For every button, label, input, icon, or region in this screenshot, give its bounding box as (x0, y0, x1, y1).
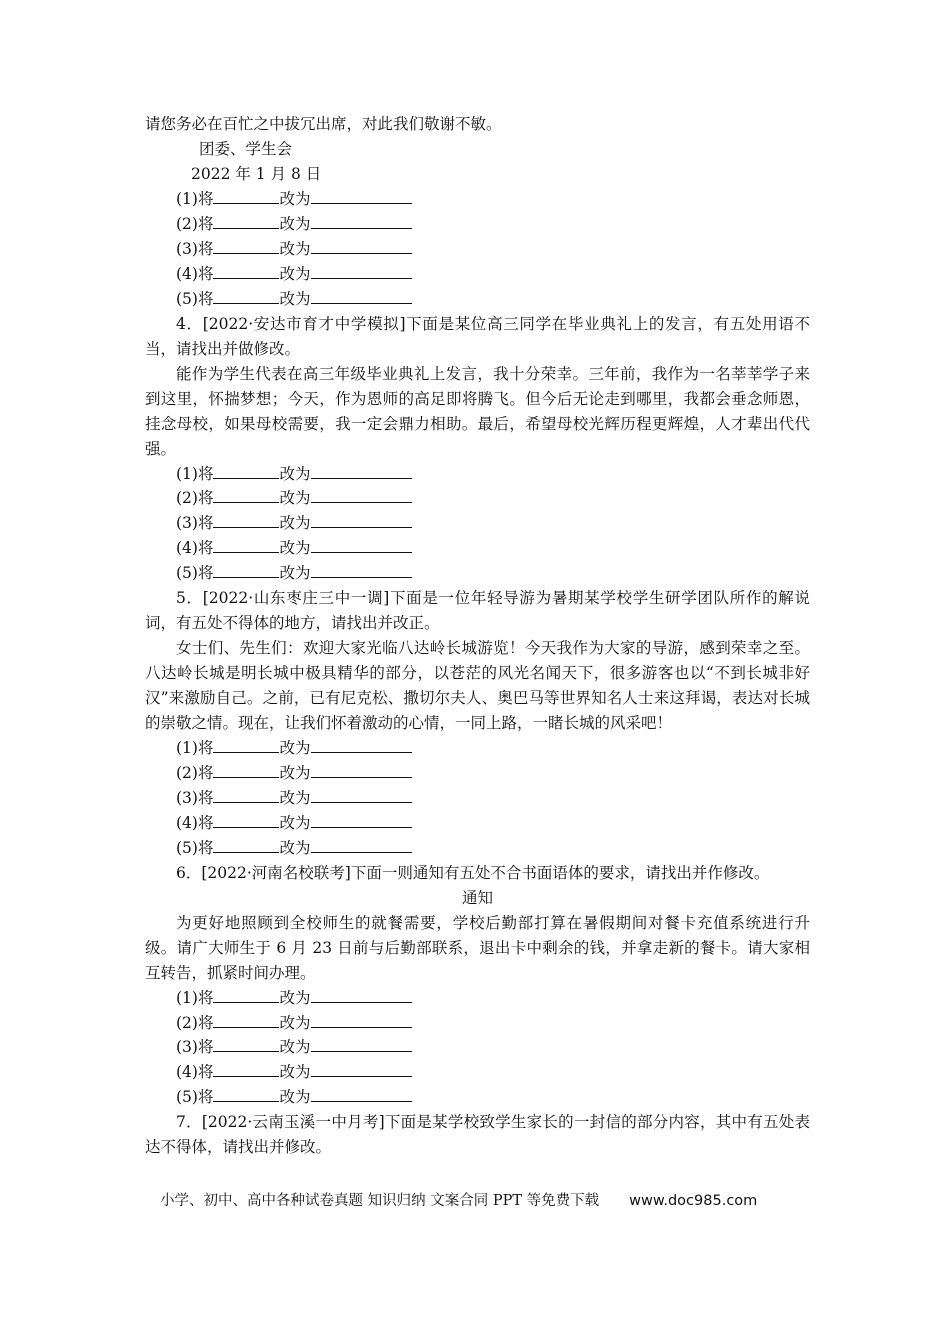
blank-original[interactable] (213, 1013, 279, 1028)
q4-stem: 4．[2022·安达市育才中学模拟]下面是某位高三同学在毕业典礼上的发言，有五处用语不当，请找出并做修改。 (145, 314, 810, 358)
answer-line: (3)将 改为 (145, 1035, 810, 1060)
blank-revised[interactable] (311, 488, 412, 503)
page-footer (160, 1191, 800, 1211)
blank-revised[interactable] (311, 214, 412, 229)
blank-revised[interactable] (311, 1087, 412, 1102)
blank-revised[interactable] (311, 189, 412, 204)
blank-revised[interactable] (311, 239, 412, 254)
answer-line: (1)将 改为 (145, 462, 810, 487)
blank-original[interactable] (213, 738, 279, 753)
blank-original[interactable] (213, 239, 279, 254)
q6-stem: 6．[2022·河南名校联考]下面一则通知有五处不合书面语体的要求，请找出并作修改。 (176, 863, 770, 882)
blank-revised[interactable] (311, 464, 412, 479)
answer-line: (1)将 改为 (145, 736, 810, 761)
answer-line: (3)将 改为 (145, 237, 810, 262)
blank-original[interactable] (213, 538, 279, 553)
signature-date: 2022 年 1 月 8 日 (191, 165, 322, 183)
answer-line: (2)将 改为 (145, 1011, 810, 1036)
blank-original[interactable] (213, 763, 279, 778)
answer-line: (2)将 改为 (145, 761, 810, 786)
blank-revised[interactable] (311, 538, 412, 553)
blank-original[interactable] (213, 289, 279, 304)
blank-revised[interactable] (311, 513, 412, 528)
answer-line: (5)将 改为 (145, 561, 810, 586)
blank-original[interactable] (213, 1037, 279, 1052)
blank-original[interactable] (213, 563, 279, 578)
blank-revised[interactable] (311, 264, 412, 279)
blank-original[interactable] (213, 513, 279, 528)
q3-answer-blanks (145, 187, 810, 312)
blank-revised[interactable] (311, 838, 412, 853)
blank-original[interactable] (213, 1087, 279, 1102)
blank-original[interactable] (213, 988, 279, 1003)
blank-revised[interactable] (311, 563, 412, 578)
blank-original[interactable] (213, 788, 279, 803)
q5-answer-blanks (145, 736, 810, 861)
signature-org: 团委、学生会 (199, 140, 293, 158)
answer-line: (2)将 改为 (145, 212, 810, 237)
answer-line: (4)将 改为 (145, 536, 810, 561)
blank-revised[interactable] (311, 763, 412, 778)
blank-original[interactable] (213, 1062, 279, 1077)
answer-line: (1)将 改为 (145, 986, 810, 1011)
blank-revised[interactable] (311, 738, 412, 753)
answer-line: (3)将 改为 (145, 786, 810, 811)
q7-stem: 7．[2022·云南玉溪一中月考]下面是某学校致学生家长的一封信的部分内容，其中有五处表达不得体，请找出并修改。 (145, 1113, 810, 1157)
answer-line: (2)将 改为 (145, 486, 810, 511)
blank-revised[interactable] (311, 813, 412, 828)
blank-original[interactable] (213, 838, 279, 853)
blank-revised[interactable] (311, 1037, 412, 1052)
blank-original[interactable] (213, 189, 279, 204)
footer-url[interactable]: www.doc985.com (629, 1193, 758, 1209)
q4-passage: 能作为学生代表在高三年级毕业典礼上发言，我十分荣幸。三年前，我作为一名莘莘学子来到这里，怀揣梦想；今天，作为恩师的高足即将腾飞。但今后无论走到哪里，我都会垂念师恩，挂念母校，如果母校需要，我一定会鼎力相助。最后，希望母校光辉历程更辉煌，人才辈出代代强。 (145, 364, 810, 458)
footer-text: 小学、初中、高中各种试卷真题 知识归纳 文案合同 PPT 等免费下载 (160, 1193, 600, 1209)
blank-original[interactable] (213, 488, 279, 503)
q5-stem: 5．[2022·山东枣庄三中一调]下面是一位年轻导游为暑期某学校学生研学团队所作的解说词，有五处不得体的地方，请找出并改正。 (145, 589, 810, 633)
answer-line: (4)将 改为 (145, 1060, 810, 1085)
answer-line: (5)将 改为 (145, 287, 810, 312)
document-body (145, 112, 810, 1160)
answer-line: (4)将 改为 (145, 811, 810, 836)
blank-revised[interactable] (311, 289, 412, 304)
answer-line: (1)将 改为 (145, 187, 810, 212)
blank-original[interactable] (213, 813, 279, 828)
blank-revised[interactable] (311, 988, 412, 1003)
blank-original[interactable] (213, 464, 279, 479)
answer-line: (5)将 改为 (145, 1085, 810, 1110)
blank-revised[interactable] (311, 1013, 412, 1028)
q6-passage: 为更好地照顾到全校师生的就餐需要，学校后勤部打算在暑假期间对餐卡充值系统进行升级。请广大师生于 6 月 23 日前与后勤部联系，退出卡中剩余的钱，并拿走新的餐卡。请大家相互转告，抓紧时间办理。 (145, 913, 810, 982)
answer-line: (5)将 改为 (145, 836, 810, 861)
blank-revised[interactable] (311, 1062, 412, 1077)
q6-notice-title: 通知 (461, 888, 493, 907)
q4-answer-blanks (145, 462, 810, 587)
answer-line: (4)将 改为 (145, 262, 810, 287)
blank-original[interactable] (213, 264, 279, 279)
letter-closing-line: 请您务必在百忙之中拔冗出席，对此我们敬谢不敏。 (145, 115, 502, 133)
q6-answer-blanks (145, 986, 810, 1111)
answer-line: (3)将 改为 (145, 511, 810, 536)
q5-passage: 女士们、先生们：欢迎大家光临八达岭长城游览！今天我作为大家的导游，感到荣幸之至。八达岭长城是明长城中极具精华的部分，以苍茫的风光名闻天下，很多游客也以“不到长城非好汉”来激励自己。之前，已有尼克松、撒切尔夫人、奥巴马等世界知名人士来这拜谒，表达对长城的崇敬之情。现在，让我们怀着激动的心情，一同上路，一睹长城的风采吧！ (145, 639, 810, 733)
blank-original[interactable] (213, 214, 279, 229)
blank-revised[interactable] (311, 788, 412, 803)
